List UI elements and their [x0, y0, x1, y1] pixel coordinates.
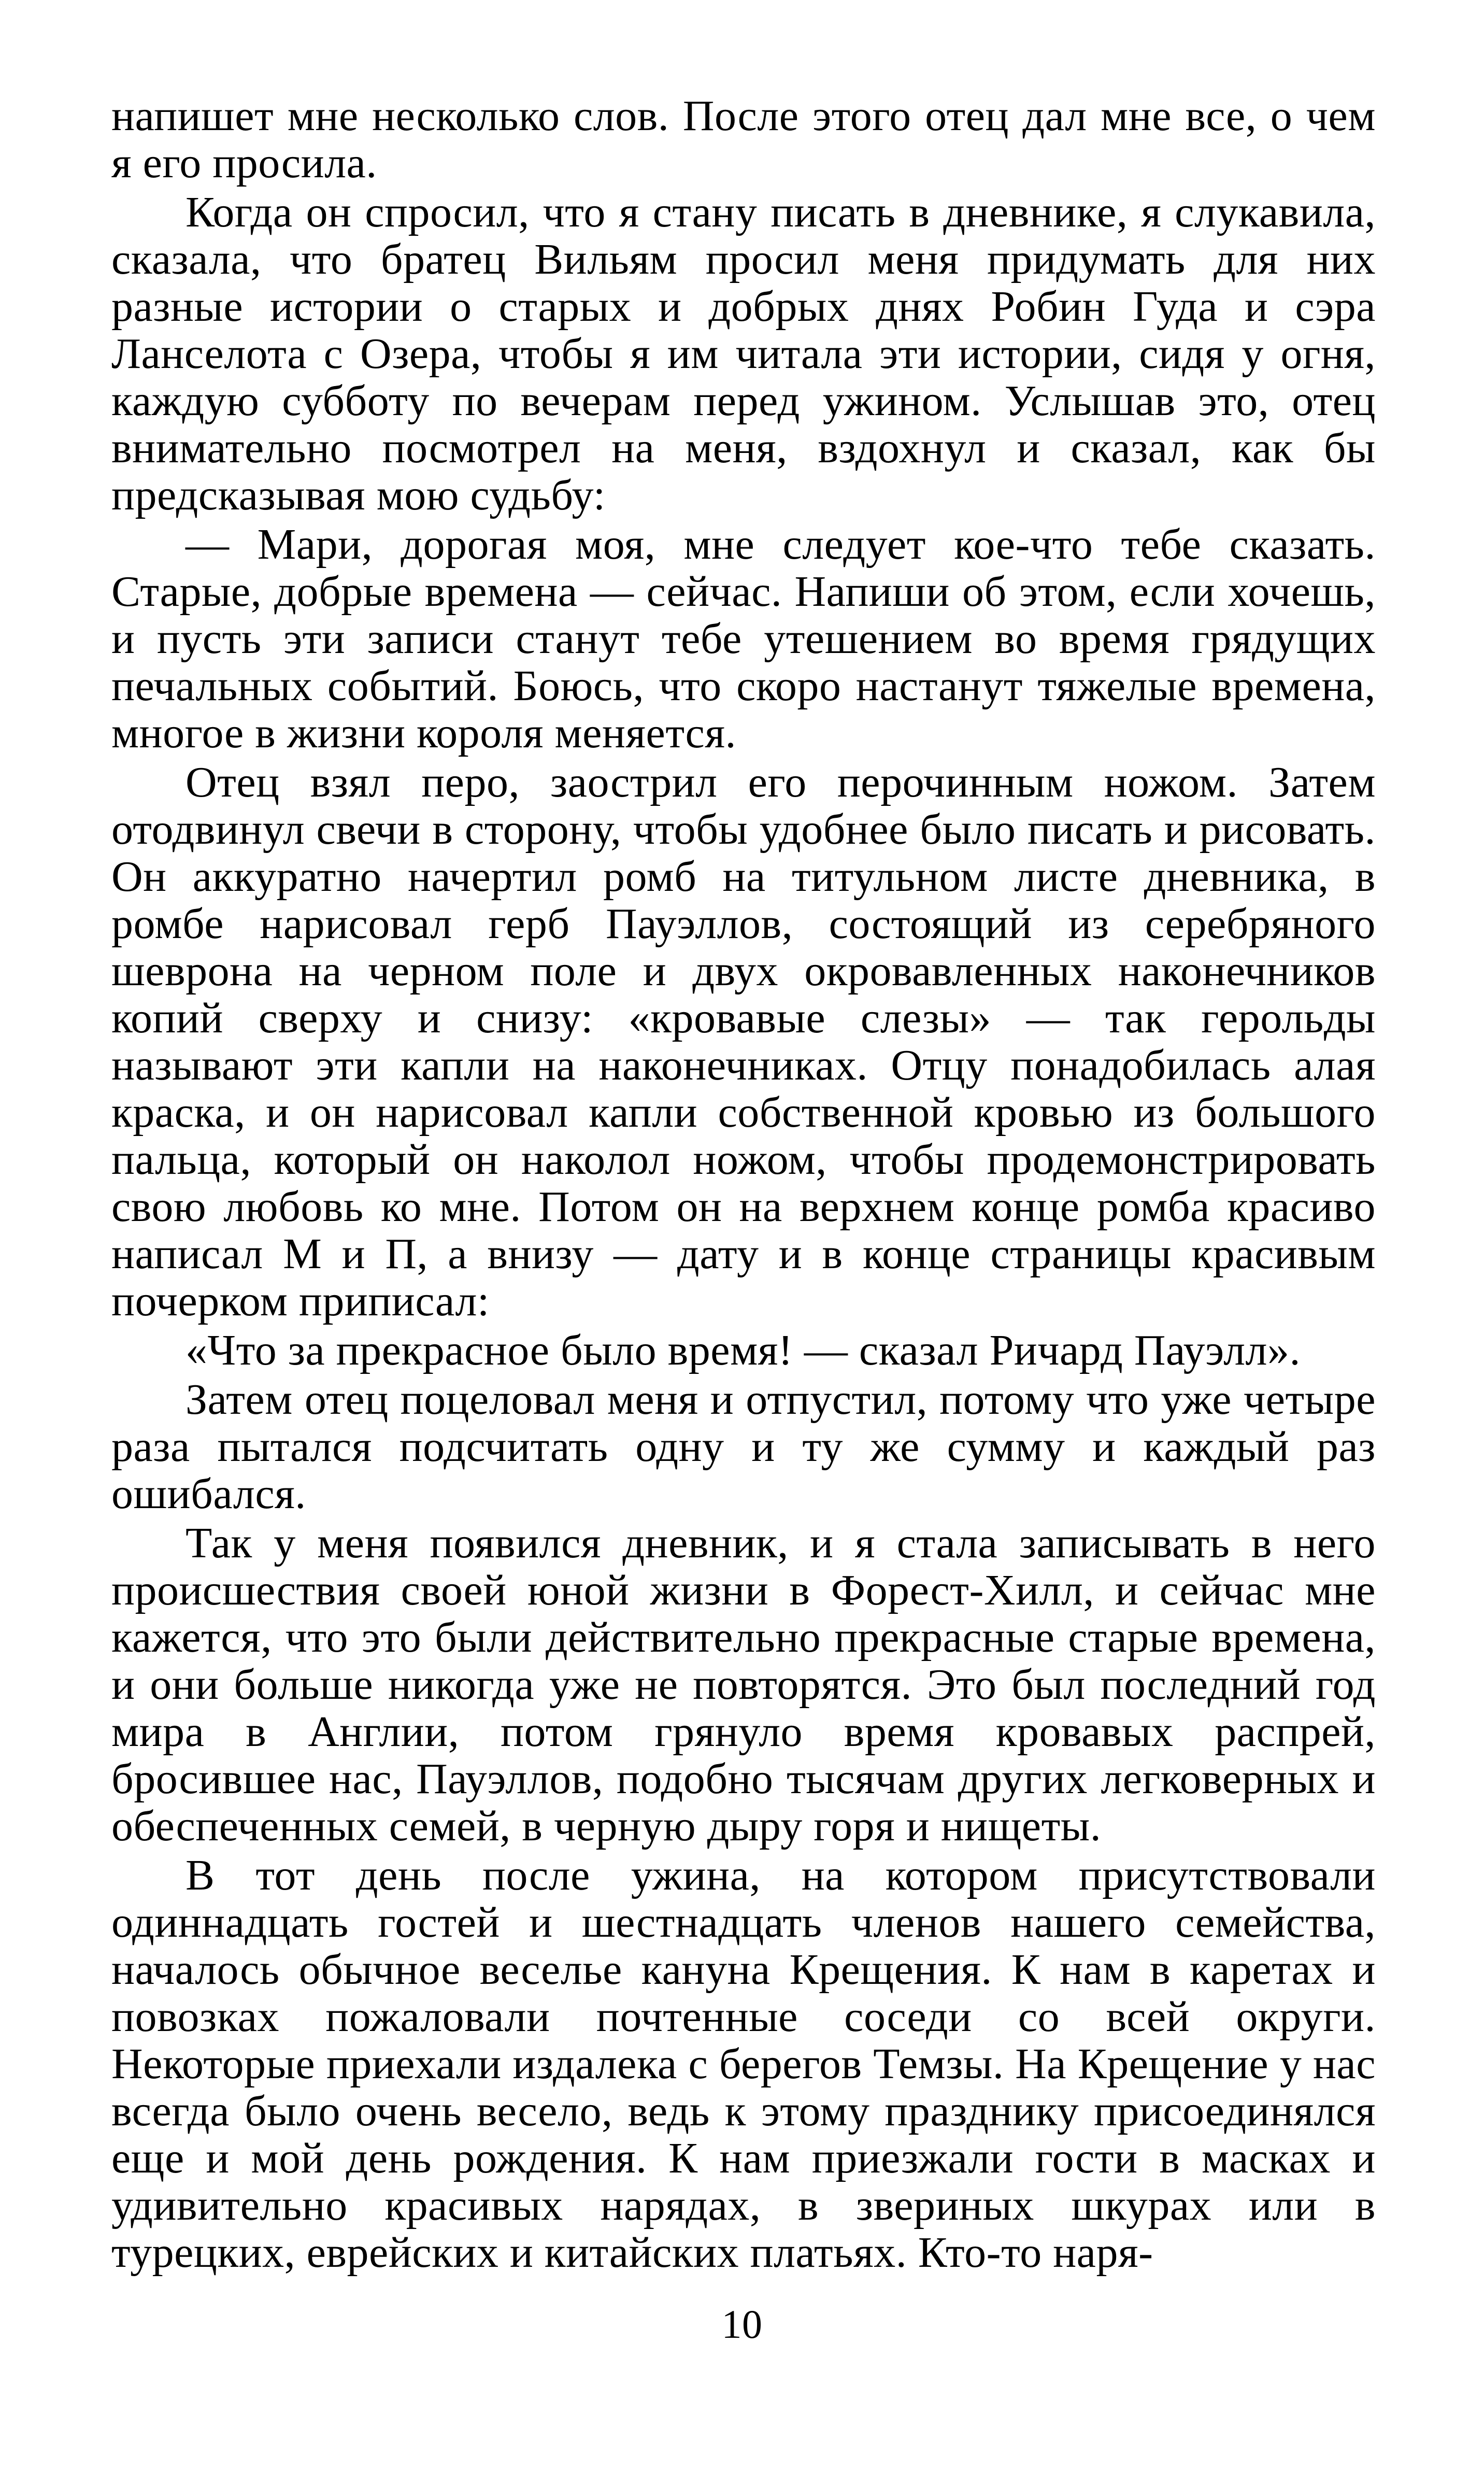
paragraph: Отец взял перо, заострил его перочинным ножом. Затем отодвинул свечи в сторону, чтобы удобнее было писать и рисовать. Он аккуратно начертил ромб на титульном листе дневника, в ромбе нарисовал герб Пауэллов, состоящий из серебряного шеврона на черном поле и двух окровавленных наконечников копий сверху и снизу: «кровавые слезы» — так герольды называют эти капли на наконечниках. Отцу понадобилась алая краска, и он нарисовал капли собственной кровью из большого пальца, который он наколол ножом, чтобы продемонстрировать свою любовь ко мне. Потом он на верхнем конце ромба красиво написал М и П, а внизу — дату и в конце страницы красивым почерком приписал:	[111, 758, 1376, 1325]
body-text	[111, 92, 1376, 2276]
paragraph: Так у меня появился дневник, и я стала записывать в него происшествия своей юной жизни в Форест-Хилл, и сейчас мне кажется, что это были действительно прекрасные старые времена, и они больше никогда уже не повторятся. Это был последний год мира в Англии, потом грянуло время кровавых распрей, бросившее нас, Пауэллов, подобно тысячам других легковерных и обеспеченных семей, в черную дыру горя и нищеты.	[111, 1519, 1376, 1850]
paragraph: Когда он спросил, что я стану писать в дневнике, я слукавила, сказала, что братец Вильям просил меня придумать для них разные истории о старых и добрых днях Робин Гуда и сэра Ланселота с Озера, чтобы я им читала эти истории, сидя у огня, каждую субботу по вечерам перед ужином. Услышав это, отец внимательно посмотрел на меня, вздохнул и сказал, как бы предсказывая мою судьбу:	[111, 188, 1376, 519]
paragraph: В тот день после ужина, на котором присутствовали одиннадцать гостей и шестнадцать членов нашего семейства, началось обычное веселье кануна Крещения. К нам в каретах и повозках пожаловали почтенные соседи со всей округи. Некоторые приехали издалека с берегов Темзы. На Крещение у нас всегда было очень весело, ведь к этому празднику присоединялся еще и мой день рождения. К нам приезжали гости в масках и удивительно красивых нарядах, в звериных шкурах или в турецких, еврейских и китайских платьях. Кто-то наря-	[111, 1851, 1376, 2277]
paragraph: напишет мне несколько слов. После этого отец дал мне все, о чем я его просила.	[111, 92, 1376, 187]
paragraph: — Мари, дорогая моя, мне следует кое-что тебе сказать. Старые, добрые времена — сейчас. Напиши об этом, если хочешь, и пусть эти записи станут тебе утешением во время грядущих печальных событий. Боюсь, что скоро настанут тяжелые времена, многое в жизни короля меняется.	[111, 520, 1376, 757]
page-number: 10	[721, 2302, 763, 2347]
paragraph: «Что за прекрасное было время! — сказал Ричард Пауэлл».	[186, 1326, 1301, 1374]
paragraph: Затем отец поцеловал меня и отпустил, потому что уже четыре раза пытался подсчитать одну и ту же сумму и каждый раз ошибался.	[111, 1375, 1376, 1518]
